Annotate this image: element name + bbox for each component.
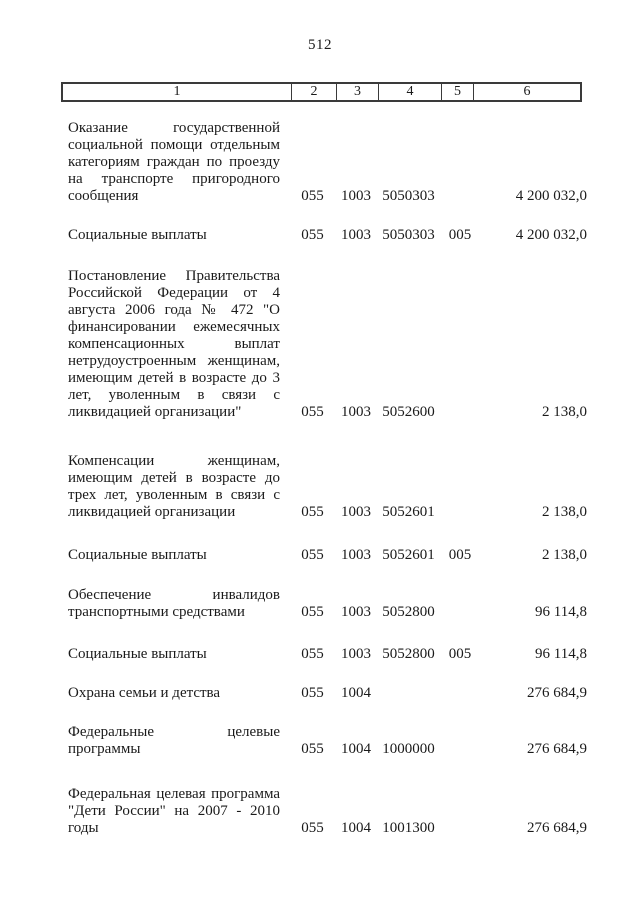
cell-section-code: 1004	[341, 741, 371, 757]
cell-chapter-code: 055	[301, 741, 324, 757]
cell-section-code: 1003	[341, 604, 371, 620]
table-row	[61, 227, 587, 244]
table-header-row	[61, 82, 582, 102]
cell-article-code: 5050303	[382, 227, 435, 243]
cell-item-name: Постановление Правительства Российской Федерации от 4 августа 2006 года № 472 "О финансировании ежемесячных компенсационных выплат нетрудоустроенным женщинам, имеющим детей в возрасте до 3 лет, уволенным в связи с ликвидацией организации"	[68, 268, 280, 420]
cell-expense-type-code: 005	[448, 646, 472, 662]
cell-expense-type-code: 005	[448, 227, 472, 243]
cell-chapter-code: 055	[301, 504, 324, 520]
header-cell-3: 3	[337, 84, 379, 100]
cell-amount: 276 684,9	[527, 685, 587, 701]
cell-chapter-code: 055	[301, 404, 324, 420]
cell-chapter-code: 055	[301, 646, 324, 662]
header-cell-2: 2	[292, 84, 337, 100]
cell-amount: 276 684,9	[527, 741, 587, 757]
cell-chapter-code: 055	[301, 685, 324, 701]
cell-amount: 276 684,9	[527, 820, 587, 836]
cell-section-code: 1003	[341, 188, 371, 204]
header-cell-6: 6	[523, 84, 531, 99]
cell-item-name: Федеральная целевая программа "Дети России" на 2007 - 2010 годы	[68, 786, 280, 836]
cell-expense-type-code: 005	[448, 547, 472, 563]
cell-item-name: Компенсации женщинам, имеющим детей в возрасте до трех лет, уволенным в связи с ликвидацией организации	[68, 453, 280, 520]
cell-section-code: 1004	[341, 685, 371, 701]
cell-item-name: Оказание государственной социальной помощи отдельным категориям граждан по проезду на транспорте пригородного сообщения	[68, 120, 280, 204]
cell-chapter-code: 055	[301, 604, 324, 620]
header-cell-5: 5	[442, 84, 474, 100]
cell-item-name: Федеральные целевые программы	[68, 724, 280, 757]
cell-amount: 4 200 032,0	[515, 188, 587, 204]
table-row	[61, 547, 587, 564]
cell-item-name: Обеспечение инвалидов транспортными средствами	[68, 587, 280, 620]
table-row	[61, 646, 587, 663]
cell-article-code: 1000000	[382, 741, 435, 757]
table-row	[61, 786, 587, 837]
cell-article-code: 5052601	[382, 547, 435, 563]
header-cell-4: 4	[379, 84, 442, 100]
cell-item-name: Охрана семьи и детства	[68, 685, 221, 701]
cell-amount: 4 200 032,0	[515, 227, 587, 243]
page-number: 512	[308, 37, 332, 53]
cell-section-code: 1003	[341, 404, 371, 420]
cell-article-code: 5052800	[382, 646, 435, 662]
cell-chapter-code: 055	[301, 547, 324, 563]
cell-section-code: 1003	[341, 227, 371, 243]
cell-article-code: 5050303	[382, 188, 435, 204]
cell-section-code: 1004	[341, 820, 371, 836]
cell-chapter-code: 055	[301, 227, 324, 243]
table-row	[61, 724, 587, 758]
cell-item-name: Социальные выплаты	[68, 646, 207, 662]
cell-section-code: 1003	[341, 646, 371, 662]
cell-item-name: Социальные выплаты	[68, 227, 207, 243]
table-row	[61, 685, 587, 702]
cell-amount: 2 138,0	[542, 504, 587, 520]
cell-article-code: 1001300	[382, 820, 435, 836]
cell-article-code: 5052800	[382, 604, 435, 620]
cell-article-code: 5052601	[382, 504, 435, 520]
cell-amount: 2 138,0	[542, 547, 587, 563]
table-row	[61, 120, 587, 205]
cell-amount: 96 114,8	[535, 604, 587, 620]
header-cell-1: 1	[63, 84, 292, 100]
cell-chapter-code: 055	[301, 188, 324, 204]
cell-section-code: 1003	[341, 547, 371, 563]
table-row	[61, 453, 587, 521]
cell-section-code: 1003	[341, 504, 371, 520]
table-row	[61, 268, 587, 421]
cell-amount: 2 138,0	[542, 404, 587, 420]
cell-item-name: Социальные выплаты	[68, 547, 207, 563]
cell-chapter-code: 055	[301, 820, 324, 836]
cell-article-code: 5052600	[382, 404, 435, 420]
cell-amount: 96 114,8	[535, 646, 587, 662]
table-row	[61, 587, 587, 621]
